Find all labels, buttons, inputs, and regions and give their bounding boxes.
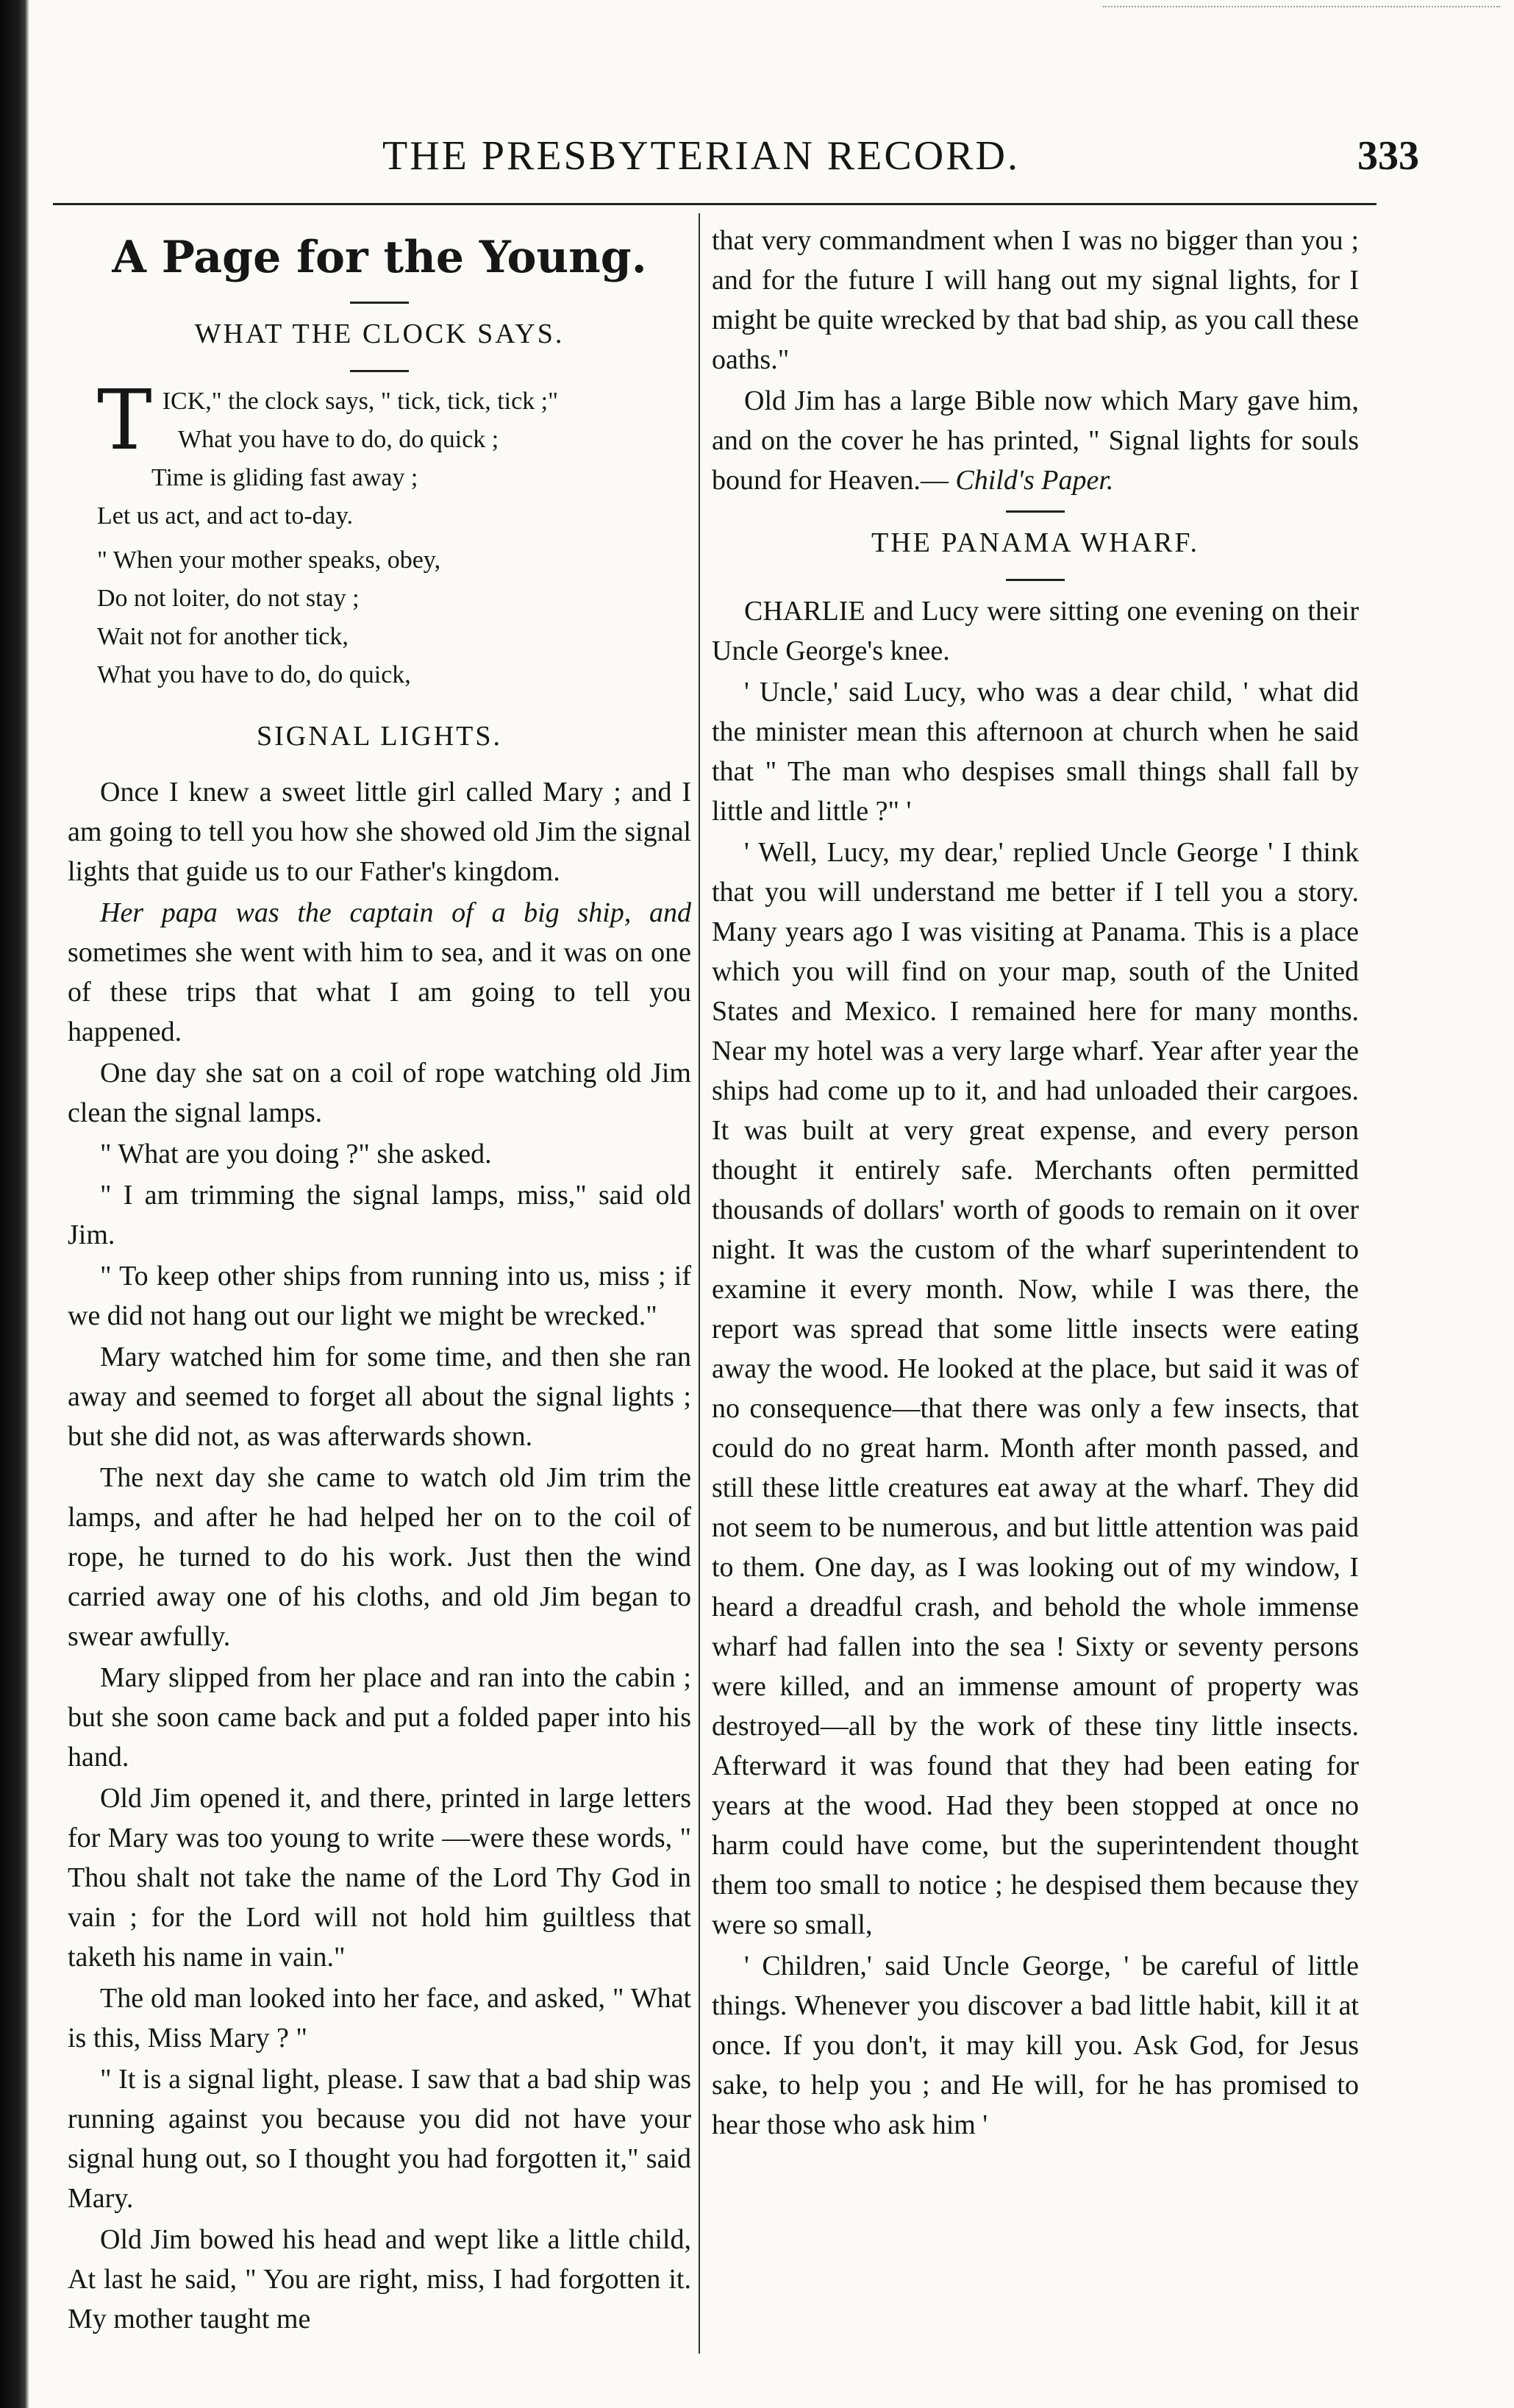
column-divider: [699, 213, 700, 2354]
paragraph: One day she sat on a coil of rope watching old Jim clean the signal lamps.: [68, 1058, 691, 1128]
paragraph: " I am trimming the signal lamps, miss," said old Jim.: [68, 1180, 691, 1250]
top-edge-rule: [1103, 6, 1500, 7]
poem-line: Time is gliding fast away ;: [151, 464, 418, 491]
paragraph: [68, 893, 691, 1052]
story-title: THE PANAMA WHARF.: [871, 527, 1199, 558]
page-number: 333: [1357, 133, 1419, 179]
poem-line: Let us act, and act to-day.: [97, 502, 354, 530]
paragraph: " What are you doing ?" she asked.: [100, 1139, 492, 1169]
paragraph: The old man looked into her face, and asked, " What is this, Miss Mary ? ": [68, 1983, 691, 2053]
poem-line: What you have to do, do quick,: [97, 661, 411, 688]
poem-line: What you have to do, do quick ;: [178, 426, 499, 453]
paragraph: ' Well, Lucy, my dear,' replied Uncle George ' I think that you will understand me better if I tell you a story. Many years ago I was visiting at Panama. This is a place which you will find on your map, south of the United States and Mexico. I remained here for many months. Near my hotel was a very large wharf. Year after year the ships had come up to it, and had unloaded their cargoes. It was built at very great expense, and every person thought it entirely safe. Merchants often permitted thousands of dollars' worth of goods to remain on it over night. It was the custom of the wharf superintendent to examine it every month. Now, while I was there, the report was spread that some little insects were eating away the wood. He looked at the place, but said it was of no consequence—that there was only a few insects, that could do no great harm. Month after month passed, and still these little creatures eat away at the wharf. They did not seem to be numerous, and but little attention was paid to them. One day, as I was looking out of my window, I heard a dreadful crash, and behold the whole immense wharf had fallen into the sea ! Sixty or seventy persons were killed, and an immense amount of property was destroyed—all by the work of these tiny little insects. Afterward it was found that they had been eating for years at the wood. Had they been stopped at once no harm could have come, but the superintendent thought them too small to notice ; he despised them because they were so small,: [712, 837, 1359, 1940]
poem-line: Wait not for another tick,: [97, 623, 349, 650]
section-title: A Page for the Young.: [112, 232, 647, 283]
paragraph: [712, 381, 1359, 500]
paragraph: Once I knew a sweet little girl called Mary ; and I am going to tell you how she showed old Jim the signal lights that guide us to our Father's kingdom.: [68, 777, 691, 887]
poem-line: " When your mother speaks, obey,: [97, 546, 441, 574]
paragraph: Old Jim opened it, and there, printed in large letters for Mary was too young to write —were these words, " Thou shalt not take the name of the Lord Thy God in vain ; for the Lord will not hold him guiltless that taketh his name in vain.": [68, 1783, 691, 1973]
paragraph: The next day she came to watch old Jim trim the lamps, and after he had helped her on to the coil of rope, he turned to do his work. Just then the wind carried away one of his cloths, and old Jim began to swear awfully.: [68, 1462, 691, 1652]
paragraph: ' Children,' said Uncle George, ' be careful of little things. Whenever you discover a bad little habit, kill it at once. If you don't, it may kill you. Ask God, for Jesus sake, to help you ; and He will, for he has promised to hear those who ask him ': [712, 1951, 1359, 2140]
paragraph-text: Old Jim has a large Bible now which Mary gave him, and on the cover he has printed, " Signal lights for souls bound for Heaven.—: [712, 385, 1359, 496]
story-title: SIGNAL LIGHTS.: [256, 721, 502, 752]
running-title: THE PRESBYTERIAN RECORD.: [382, 133, 1020, 179]
right-column: [712, 221, 1359, 2146]
paragraph-text: sometimes she went with him to sea, and it was on one of these trips that what I am going to tell you happened.: [68, 937, 691, 1047]
divider-dash: [350, 370, 409, 372]
attribution: Child's Paper.: [955, 465, 1114, 496]
paragraph: Mary slipped from her place and ran into the cabin ; but she soon came back and put a folded paper into his hand.: [68, 1662, 691, 1773]
paragraph: " To keep other ships from running into us, miss ; if we did not hang out our light we might be wrecked.": [68, 1261, 691, 1331]
paragraph: " It is a signal light, please. I saw that a bad ship was running against you because you did not have your signal hung out, so I thought you had forgotten it," said Mary.: [68, 2064, 691, 2214]
italic-text: Her papa was the captain of a big ship, and: [100, 897, 691, 928]
paragraph: that very commandment when I was no bigger than you ; and for the future I will hang out my signal lights, for I might be quite wrecked by that bad ship, as you call these oaths.": [712, 225, 1359, 375]
poem: [97, 373, 691, 694]
divider-dash: [350, 302, 409, 304]
paragraph: Mary watched him for some time, and then she ran away and seemed to forget all about the signal lights ; but she did not, as was afterwards shown.: [68, 1342, 691, 1452]
left-column: [68, 221, 691, 2340]
paragraph: Old Jim bowed his head and wept like a little child, At last he said, " You are right, miss, I had forgotten it. My mother taught me: [68, 2224, 691, 2334]
book-binding-edge: [0, 0, 29, 2408]
header-rule: [53, 203, 1376, 205]
poem-title: WHAT THE CLOCK SAYS.: [194, 318, 565, 349]
divider-dash: [1006, 579, 1065, 581]
poem-line: ICK," the clock says, " tick, tick, tick ;": [162, 388, 559, 415]
poem-line: Do not loiter, do not stay ;: [97, 585, 360, 612]
paragraph: ' Uncle,' said Lucy, who was a dear child, ' what did the minister mean this afternoon at church when he said that " The man who despises small things shall fall by little and little ?" ': [712, 677, 1359, 827]
paragraph: CHARLIE and Lucy were sitting one evening on their Uncle George's knee.: [712, 596, 1359, 666]
poem-dropcap: T: [97, 373, 152, 469]
divider-dash: [1006, 510, 1065, 513]
